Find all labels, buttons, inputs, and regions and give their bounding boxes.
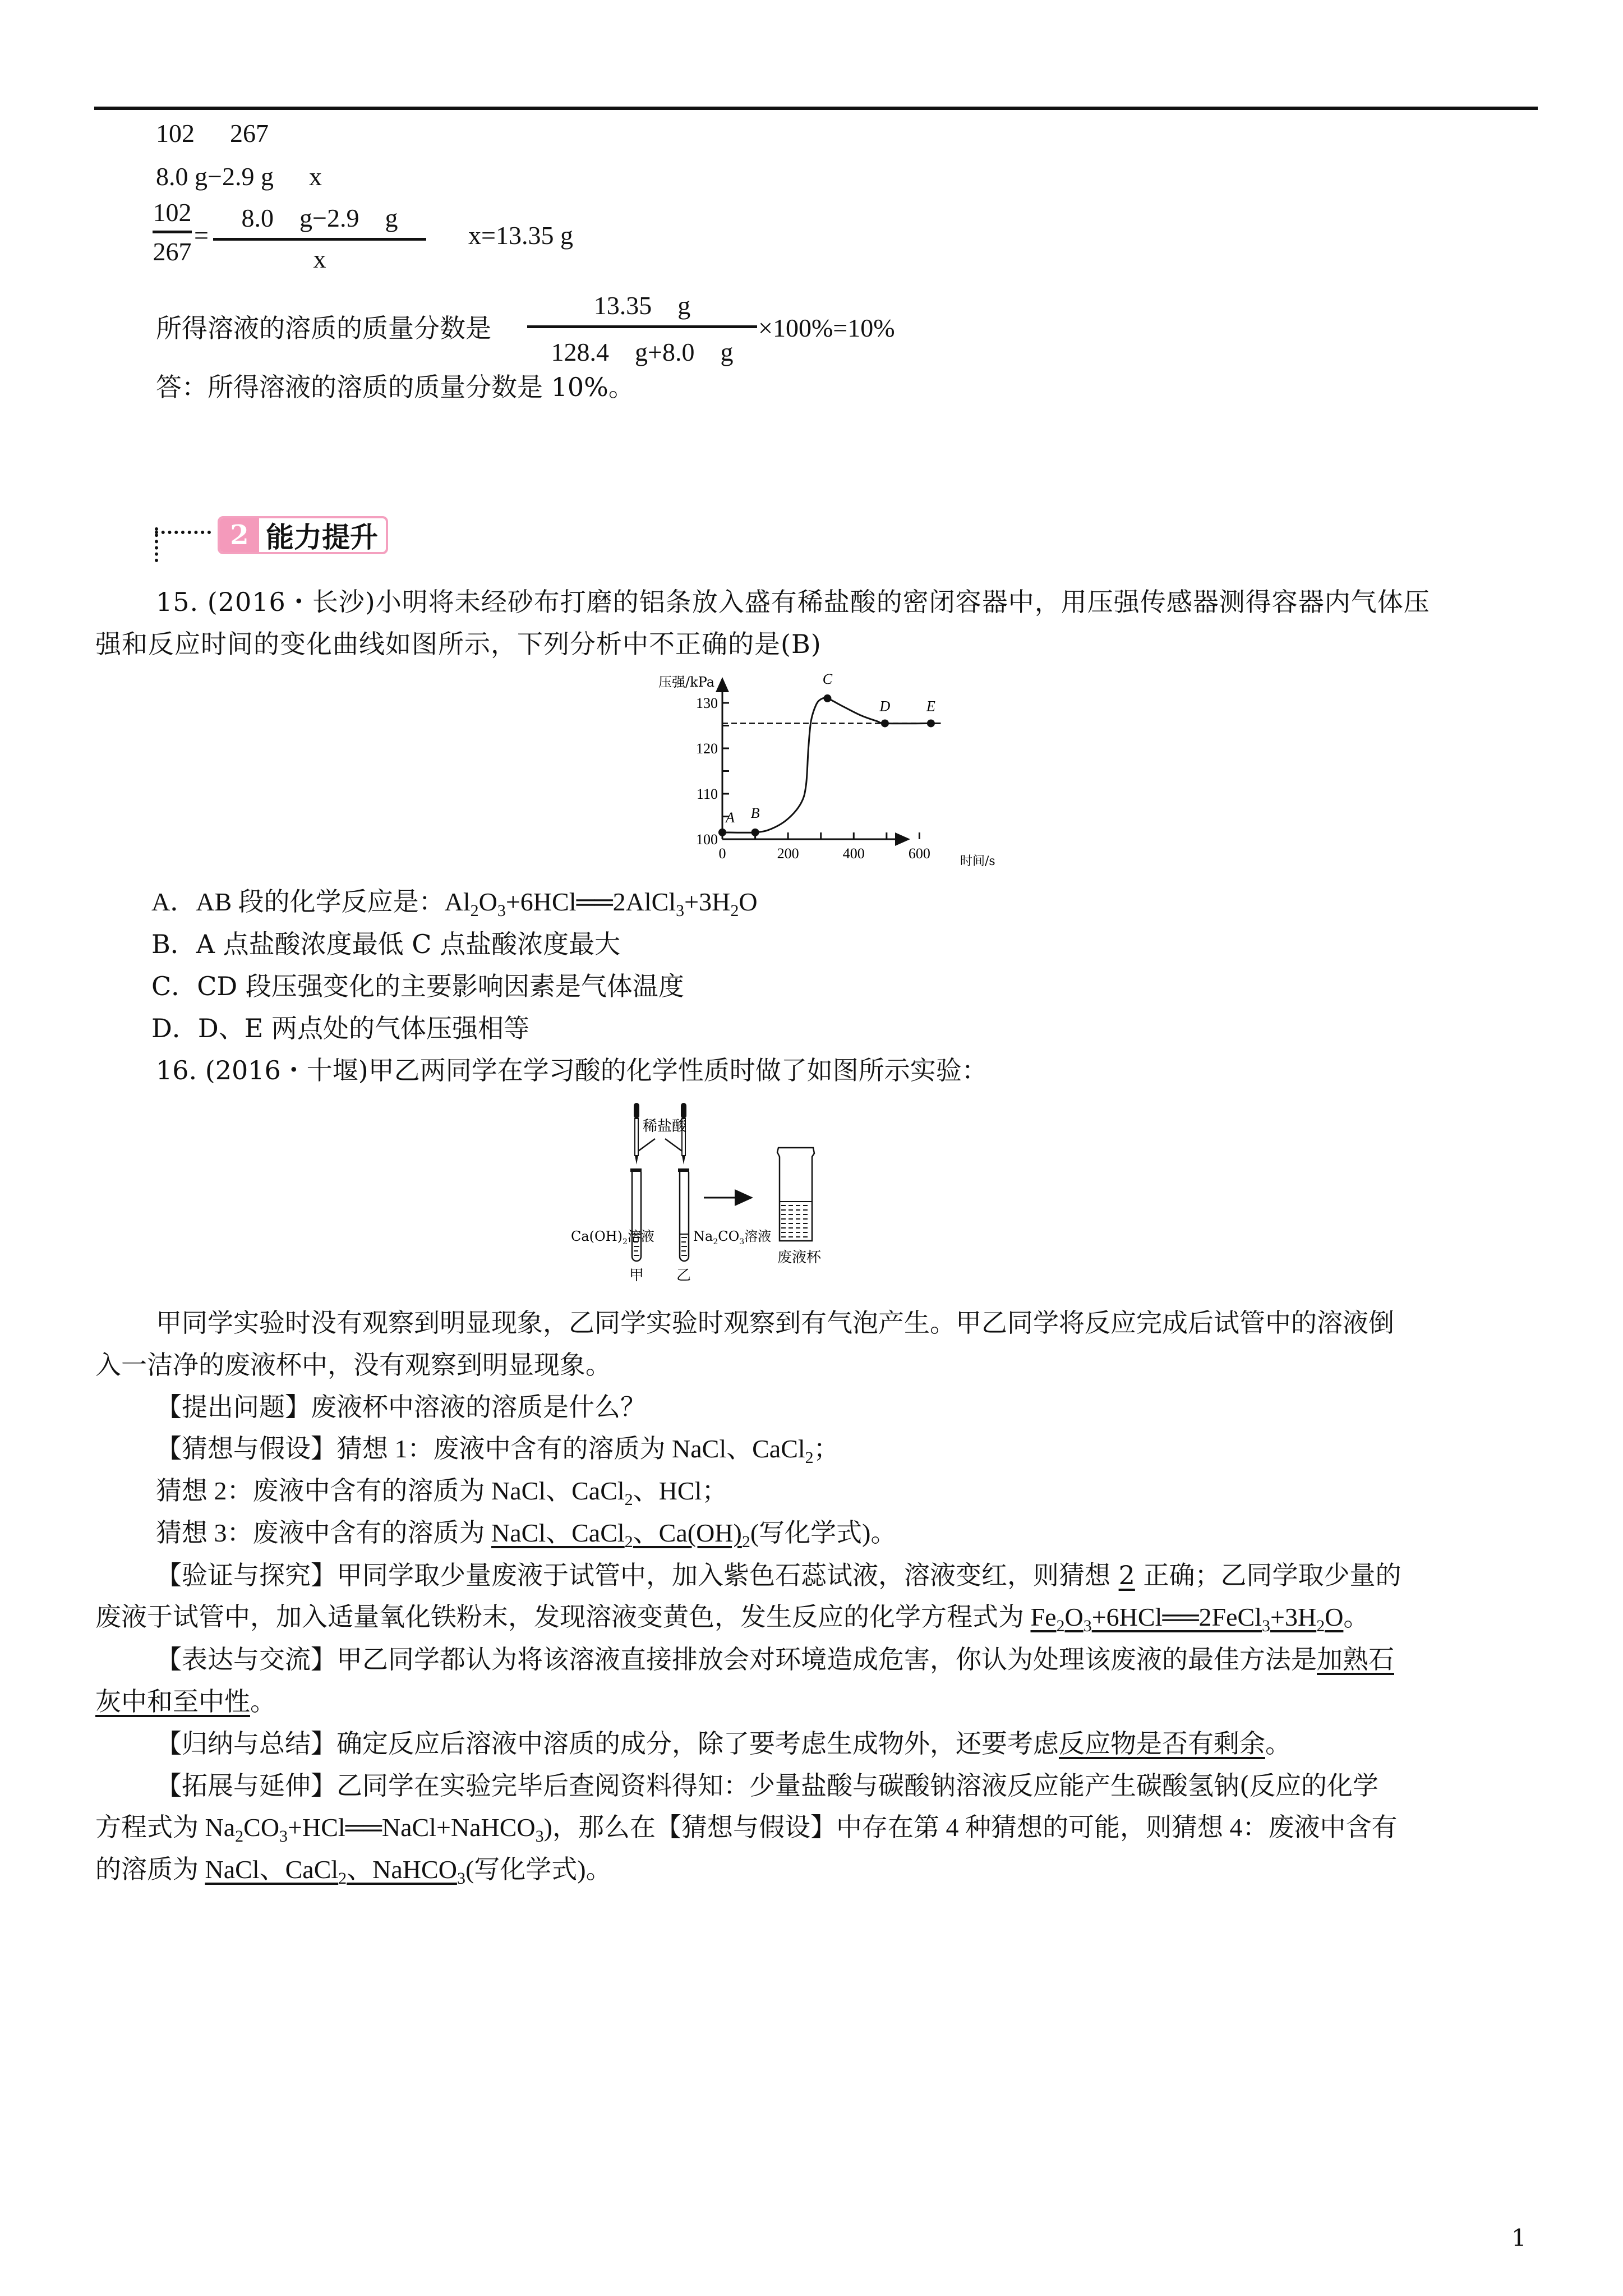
q16-question: 【提出问题】废液杯中溶液的溶质是什么？ <box>156 1392 646 1422</box>
y-tick-label: 100 <box>696 831 718 848</box>
fraction-bar <box>213 238 426 241</box>
q15-option-c: C．CD 段压强变化的主要影响因素是气体温度 <box>151 971 684 1001</box>
option-text: O <box>478 887 497 916</box>
tube1-name: 甲 <box>629 1267 644 1284</box>
q15-option-b: B．A 点盐酸浓度最低 C 点盐酸浓度最大 <box>151 929 621 959</box>
point-label: B <box>750 804 760 821</box>
q16-express-line2 <box>95 1685 276 1718</box>
data-point-a <box>718 829 726 836</box>
equation-part: O <box>1325 1603 1344 1631</box>
q16-summary <box>156 1727 1291 1760</box>
fraction-denominator: x <box>313 245 326 273</box>
express-text: 【表达与交流】甲乙同学都认为将该溶液直接排放会对环境造成危害，你认为处理该废液的最佳方法是 <box>156 1644 1317 1674</box>
guess-text: (写化学式)。 <box>750 1519 897 1547</box>
q15-line-1: 15. (2016・长沙)小明将未经砂布打磨的铝条放入盛有稀盐酸的密闭容器中，用压强传感器测得容器内气体压 <box>156 587 1430 617</box>
q16-extend-line3 <box>95 1853 612 1887</box>
fraction-denominator: 128.4 g+8.0 g <box>551 338 734 366</box>
answer-blank: 2 <box>1118 1560 1135 1590</box>
formula: Na <box>693 1228 713 1244</box>
verify-text: 。 <box>1343 1603 1370 1631</box>
subscript: 3 <box>1262 1617 1271 1635</box>
pressure-time-chart <box>651 662 1043 886</box>
subscript: 2 <box>741 1533 750 1551</box>
subscript: 3 <box>279 1827 288 1846</box>
point-label: D <box>879 698 891 715</box>
point-label: C <box>822 670 833 687</box>
fraction-numerator: 8.0 g−2.9 g <box>241 204 398 232</box>
fraction-bar <box>153 231 192 233</box>
mass-fraction-label: 所得溶液的溶质的质量分数是 <box>156 313 491 343</box>
tube2-label <box>693 1228 771 1246</box>
fraction-numerator: 13.35 g <box>593 291 691 320</box>
option-text: +3H <box>684 887 731 916</box>
subscript: 2 <box>730 901 739 920</box>
answer-text: NaCl、CaCl <box>491 1519 625 1547</box>
fraction-denominator: 267 <box>153 237 192 266</box>
x-axis-label: 时间/s <box>960 854 995 868</box>
dotted-leader <box>155 531 211 534</box>
tube1-label <box>571 1228 654 1246</box>
x-tick-label: 400 <box>842 845 865 862</box>
option-text: A．AB 段的化学反应是：Al <box>151 887 471 916</box>
equation-part: Fe <box>1030 1603 1057 1631</box>
ratio-value: 102 <box>156 119 195 148</box>
answer-text: NaCl、CaCl <box>205 1855 339 1884</box>
leader-line <box>665 1139 682 1151</box>
subscript: 2 <box>624 1490 633 1509</box>
tube2-name: 乙 <box>676 1267 691 1284</box>
guess-text: 猜想 2：废液中含有的溶质为 NaCl、CaCl <box>156 1476 625 1505</box>
data-point-b <box>751 829 759 836</box>
subscript: 3 <box>739 1237 745 1246</box>
verify-text: 废液于试管中，加入适量氧化铁粉末，发现溶液变黄色，发生反应的化学方程式为 <box>95 1603 1031 1631</box>
data-point-d <box>881 719 889 727</box>
verify-text: 【验证与探究】甲同学取少量废液于试管中，加入紫色石蕊试液，溶液变红，则猜想 <box>156 1560 1119 1590</box>
dropper-icon <box>634 1103 639 1165</box>
subscript: 2 <box>470 901 479 920</box>
subscript: 3 <box>1083 1617 1092 1635</box>
x-tick-label: 600 <box>908 845 930 862</box>
ratio-row-2 <box>156 160 322 194</box>
subscript: 3 <box>676 901 685 920</box>
test-tube-icon <box>630 1168 642 1261</box>
answer-line: 答：所得溶液的溶质的质量分数是 10%。 <box>156 372 634 402</box>
x-tick-label: 0 <box>718 845 726 862</box>
equation-part: +3H <box>1270 1603 1317 1631</box>
formula: Ca(OH) <box>571 1228 623 1244</box>
equation-part: +6HCl══2FeCl <box>1091 1603 1262 1631</box>
data-point-e <box>927 719 935 727</box>
q15-line-2: 强和反应时间的变化曲线如图所示，下列分析中不正确的是(B) <box>95 629 822 659</box>
q16-guess-3 <box>156 1516 897 1550</box>
extend-text: )，那么在【猜想与假设】中存在第 4 种猜想的可能，则猜想 4：废液中含有 <box>543 1813 1398 1842</box>
guess-text: 、HCl； <box>633 1476 728 1505</box>
express-text: 。 <box>250 1686 276 1717</box>
subscript: 2 <box>338 1869 347 1888</box>
answer-blank <box>491 1519 750 1551</box>
subscript: 2 <box>1316 1617 1325 1635</box>
summary-text: 。 <box>1265 1728 1291 1759</box>
dotted-corner <box>155 527 158 562</box>
subscript: 3 <box>497 901 506 920</box>
proportion-right <box>213 197 426 274</box>
formula: 溶液 <box>744 1228 772 1244</box>
q16-guess-1 <box>156 1432 840 1466</box>
guess-text: 【猜想与假设】猜想 1：废液中含有的溶质为 NaCl、CaCl <box>156 1434 805 1463</box>
subscript: 3 <box>535 1827 544 1846</box>
test-tube-icon <box>678 1168 689 1261</box>
formula: 溶液 <box>627 1228 654 1244</box>
leader-line <box>638 1139 655 1151</box>
subscript: 2 <box>713 1237 718 1246</box>
section-number: 2 <box>220 518 259 552</box>
q16-extend-line1: 【拓展与延伸】乙同学在实验完毕后查阅资料得知：少量盐酸与碳酸钠溶液反应能产生碳酸氢钠(反应的化学 <box>156 1770 1378 1801</box>
verify-text: 正确；乙同学取少量的 <box>1135 1560 1401 1590</box>
proportion-left <box>153 197 192 266</box>
option-text: O <box>739 887 758 916</box>
subscript: 2 <box>805 1448 814 1467</box>
point-label: A <box>726 809 735 826</box>
ratio-row-1 <box>156 117 269 150</box>
section-badge <box>218 516 388 554</box>
fraction-bar <box>527 325 757 328</box>
q16-line-1: 16. (2016・十堰)甲乙两同学在学习酸的化学性质时做了如图所示实验： <box>156 1055 988 1085</box>
ratio-value: x <box>308 162 322 191</box>
extend-text: 的溶质为 <box>95 1855 205 1884</box>
mass-fraction <box>527 285 757 369</box>
extend-text: (写化学式)。 <box>465 1855 612 1884</box>
subscript: 2 <box>623 1237 628 1246</box>
ratio-value: 8.0 g−2.9 g <box>156 162 274 191</box>
answer-text: 、NaHCO <box>347 1855 457 1884</box>
section-title: 能力提升 <box>266 521 378 554</box>
mass-fraction-tail: ×100%=10% <box>758 314 895 342</box>
fraction-numerator: 102 <box>153 198 192 227</box>
q16-extend-line2 <box>95 1811 1397 1844</box>
q16-verify-line2 <box>95 1600 1369 1634</box>
point-label: E <box>926 698 935 715</box>
guess-text: 猜想 3：废液中含有的溶质为 <box>156 1519 491 1547</box>
answer-text: 、Ca(OH) <box>633 1519 742 1547</box>
ratio-value: 267 <box>230 119 269 148</box>
section-header <box>155 515 388 555</box>
q15-option-d: D．D、E 两点处的气体压强相等 <box>151 1013 529 1043</box>
answer-blank: 加熟石 <box>1317 1644 1394 1674</box>
x-tick-label: 200 <box>777 845 799 862</box>
beaker-label: 废液杯 <box>777 1249 822 1266</box>
answer-blank <box>1030 1603 1344 1635</box>
header-rule <box>94 107 1538 110</box>
subscript: 3 <box>457 1869 465 1888</box>
equation-part: O <box>1064 1603 1083 1631</box>
y-axis-label: 压强/kPa <box>658 674 715 690</box>
q16-verify-line1 <box>156 1558 1401 1592</box>
page-number: 1 <box>1511 2224 1527 2252</box>
extend-text: CO <box>243 1813 280 1842</box>
proportion-result: x=13.35 g <box>468 221 573 250</box>
y-tick-label: 130 <box>696 695 718 711</box>
summary-text: 【归纳与总结】确定反应后溶液中溶质的成分，除了要考虑生成物外，还要考虑 <box>156 1728 1059 1759</box>
q16-guess-2 <box>156 1474 727 1508</box>
extend-text: +HCl══NaCl+NaHCO <box>288 1813 536 1842</box>
q16-para1-line2: 入一洁净的废液杯中，没有观察到明显现象。 <box>95 1350 611 1380</box>
subscript: 2 <box>624 1533 633 1551</box>
acid-label: 稀盐酸 <box>643 1118 687 1135</box>
q16-express-line1 <box>156 1642 1394 1676</box>
answer-blank: 反应物是否有剩余 <box>1059 1728 1265 1759</box>
beaker-icon <box>777 1148 814 1241</box>
y-tick-label: 110 <box>696 786 718 802</box>
answer-blank <box>205 1855 465 1888</box>
formula: CO <box>718 1228 740 1244</box>
answer-blank: 灰中和至中性 <box>95 1686 250 1717</box>
experiment-diagram <box>561 1094 1178 1296</box>
q16-para1-line1: 甲同学实验时没有观察到明显现象，乙同学实验时观察到有气泡产生。甲乙同学将反应完成后试管中的溶液倒 <box>156 1308 1394 1338</box>
y-tick-label: 120 <box>696 740 718 757</box>
option-text: +6HCl══2AlCl <box>505 887 676 916</box>
equals-sign: = <box>194 221 209 250</box>
data-point-c <box>823 694 831 702</box>
extend-text: 方程式为 Na <box>95 1813 236 1842</box>
subscript: 2 <box>1056 1617 1065 1635</box>
guess-text: ； <box>813 1434 840 1463</box>
subscript: 2 <box>235 1827 244 1846</box>
q15-option-a <box>151 885 758 919</box>
